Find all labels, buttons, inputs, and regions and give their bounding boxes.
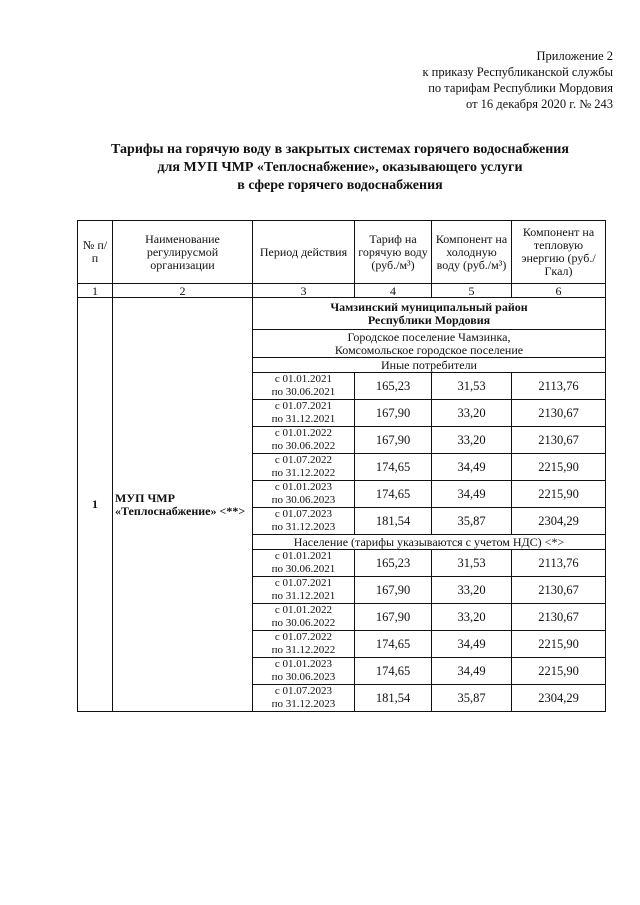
period-to: по 30.06.2022 [271, 440, 336, 452]
period-cell [253, 658, 355, 685]
tariff-cell: 167,90 [355, 604, 432, 631]
period-cell [253, 631, 355, 658]
heat-energy-cell: 2130,67 [512, 577, 606, 604]
period-from: с 01.07.2022 [274, 454, 333, 466]
period-cell [253, 373, 355, 400]
consumer-group-label: Иные потребители [253, 358, 606, 373]
period-from: с 01.01.2022 [274, 604, 333, 616]
organization-name: МУП ЧМР «Теплоснабжение» <**> [113, 298, 253, 712]
appendix-line: от 16 декабря 2020 г. № 243 [465, 97, 613, 111]
period-cell [253, 604, 355, 631]
cold-water-cell: 35,87 [432, 508, 512, 535]
column-number-row [78, 284, 606, 298]
heat-energy-cell: 2215,90 [512, 631, 606, 658]
cold-water-cell: 34,49 [432, 658, 512, 685]
district-line: Чамзинский муниципальный район [330, 299, 528, 314]
period-cell [253, 550, 355, 577]
period-from: с 01.01.2021 [274, 550, 333, 562]
heat-energy-cell: 2130,67 [512, 400, 606, 427]
period-cell [253, 400, 355, 427]
period-from: с 01.01.2022 [274, 427, 333, 439]
heat-energy-cell: 2215,90 [512, 454, 606, 481]
tariff-cell: 167,90 [355, 577, 432, 604]
period-cell [253, 685, 355, 712]
tariff-table [77, 220, 606, 712]
period-from: с 01.07.2021 [274, 400, 333, 412]
period-to: по 30.06.2021 [271, 563, 336, 575]
header-tariff: Тариф на горячую воду (руб./м³) [355, 221, 432, 284]
appendix-block [422, 48, 613, 112]
column-number: 5 [432, 284, 512, 298]
period-to: по 31.12.2023 [271, 521, 336, 533]
cold-water-cell: 34,49 [432, 454, 512, 481]
header-num: № п/п [78, 221, 113, 284]
period-to: по 31.12.2021 [271, 590, 336, 602]
column-number: 1 [78, 284, 113, 298]
tariff-cell: 174,65 [355, 631, 432, 658]
period-from: с 01.01.2023 [274, 658, 333, 670]
column-number: 6 [512, 284, 606, 298]
period-from: с 01.07.2021 [274, 577, 333, 589]
tariff-cell: 167,90 [355, 400, 432, 427]
appendix-line: Приложение 2 [536, 49, 613, 63]
settlement-line: Городское поселение Чамзинка, [347, 329, 511, 344]
period-to: по 30.06.2022 [271, 617, 336, 629]
heat-energy-cell: 2130,67 [512, 604, 606, 631]
tariff-cell: 165,23 [355, 373, 432, 400]
period-to: по 31.12.2021 [271, 413, 336, 425]
period-from: с 01.07.2022 [274, 631, 333, 643]
period-cell [253, 481, 355, 508]
period-to: по 31.12.2022 [271, 467, 336, 479]
tariff-cell: 174,65 [355, 454, 432, 481]
tariff-table-body [78, 221, 606, 712]
period-cell [253, 454, 355, 481]
tariff-cell: 174,65 [355, 481, 432, 508]
district-line: Республики Мордовия [367, 312, 491, 327]
cold-water-cell: 33,20 [432, 427, 512, 454]
title-line: Тарифы на горячую воду в закрытых системах горячего водоснабжения [111, 142, 569, 157]
tariff-cell: 174,65 [355, 658, 432, 685]
column-number: 4 [355, 284, 432, 298]
appendix-line: к приказу Республиканской службы [422, 65, 613, 79]
period-cell [253, 427, 355, 454]
column-number: 3 [253, 284, 355, 298]
title-line: в сфере горячего водоснабжения [237, 178, 443, 193]
header-org: Наименование регулирусмой организации [113, 221, 253, 284]
tariff-cell: 167,90 [355, 427, 432, 454]
heat-energy-cell: 2215,90 [512, 658, 606, 685]
heat-energy-cell: 2113,76 [512, 373, 606, 400]
period-to: по 30.06.2023 [271, 494, 336, 506]
period-to: по 30.06.2023 [271, 671, 336, 683]
heat-energy-cell: 2304,29 [512, 685, 606, 712]
tariff-cell: 181,54 [355, 685, 432, 712]
heat-energy-cell: 2215,90 [512, 481, 606, 508]
tariff-cell: 181,54 [355, 508, 432, 535]
cold-water-cell: 34,49 [432, 631, 512, 658]
period-cell [253, 577, 355, 604]
header-cold: Компонент на холодную воду (руб./м³) [432, 221, 512, 284]
cold-water-cell: 33,20 [432, 604, 512, 631]
cold-water-cell: 31,53 [432, 373, 512, 400]
document-title [60, 141, 620, 195]
header-row [78, 221, 606, 284]
cold-water-cell: 31,53 [432, 550, 512, 577]
consumer-group-label: Население (тарифы указываются с учетом НДС) <*> [253, 535, 606, 550]
cold-water-cell: 33,20 [432, 577, 512, 604]
period-to: по 30.06.2021 [271, 386, 336, 398]
cold-water-cell: 34,49 [432, 481, 512, 508]
cold-water-cell: 35,87 [432, 685, 512, 712]
period-from: с 01.01.2023 [274, 481, 333, 493]
period-to: по 31.12.2023 [271, 698, 336, 710]
settlement-line: Комсомольское городское поселение [334, 342, 524, 357]
heat-energy-cell: 2130,67 [512, 427, 606, 454]
appendix-line: по тарифам Республики Мордовия [428, 81, 613, 95]
header-period: Период действия [253, 221, 355, 284]
period-from: с 01.01.2021 [274, 373, 333, 385]
district-row [78, 298, 606, 330]
tariff-cell: 165,23 [355, 550, 432, 577]
district-name [253, 298, 606, 330]
header-heat: Компонент на тепловую энергию (руб./Гкал) [512, 221, 606, 284]
title-line: для МУП ЧМР «Теплоснабжение», оказывающего услуги [157, 160, 523, 175]
period-from: с 01.07.2023 [274, 685, 333, 697]
period-cell [253, 508, 355, 535]
row-number: 1 [78, 298, 113, 712]
heat-energy-cell: 2304,29 [512, 508, 606, 535]
period-to: по 31.12.2022 [271, 644, 336, 656]
heat-energy-cell: 2113,76 [512, 550, 606, 577]
period-from: с 01.07.2023 [274, 508, 333, 520]
settlement-name [253, 330, 606, 358]
column-number: 2 [113, 284, 253, 298]
cold-water-cell: 33,20 [432, 400, 512, 427]
